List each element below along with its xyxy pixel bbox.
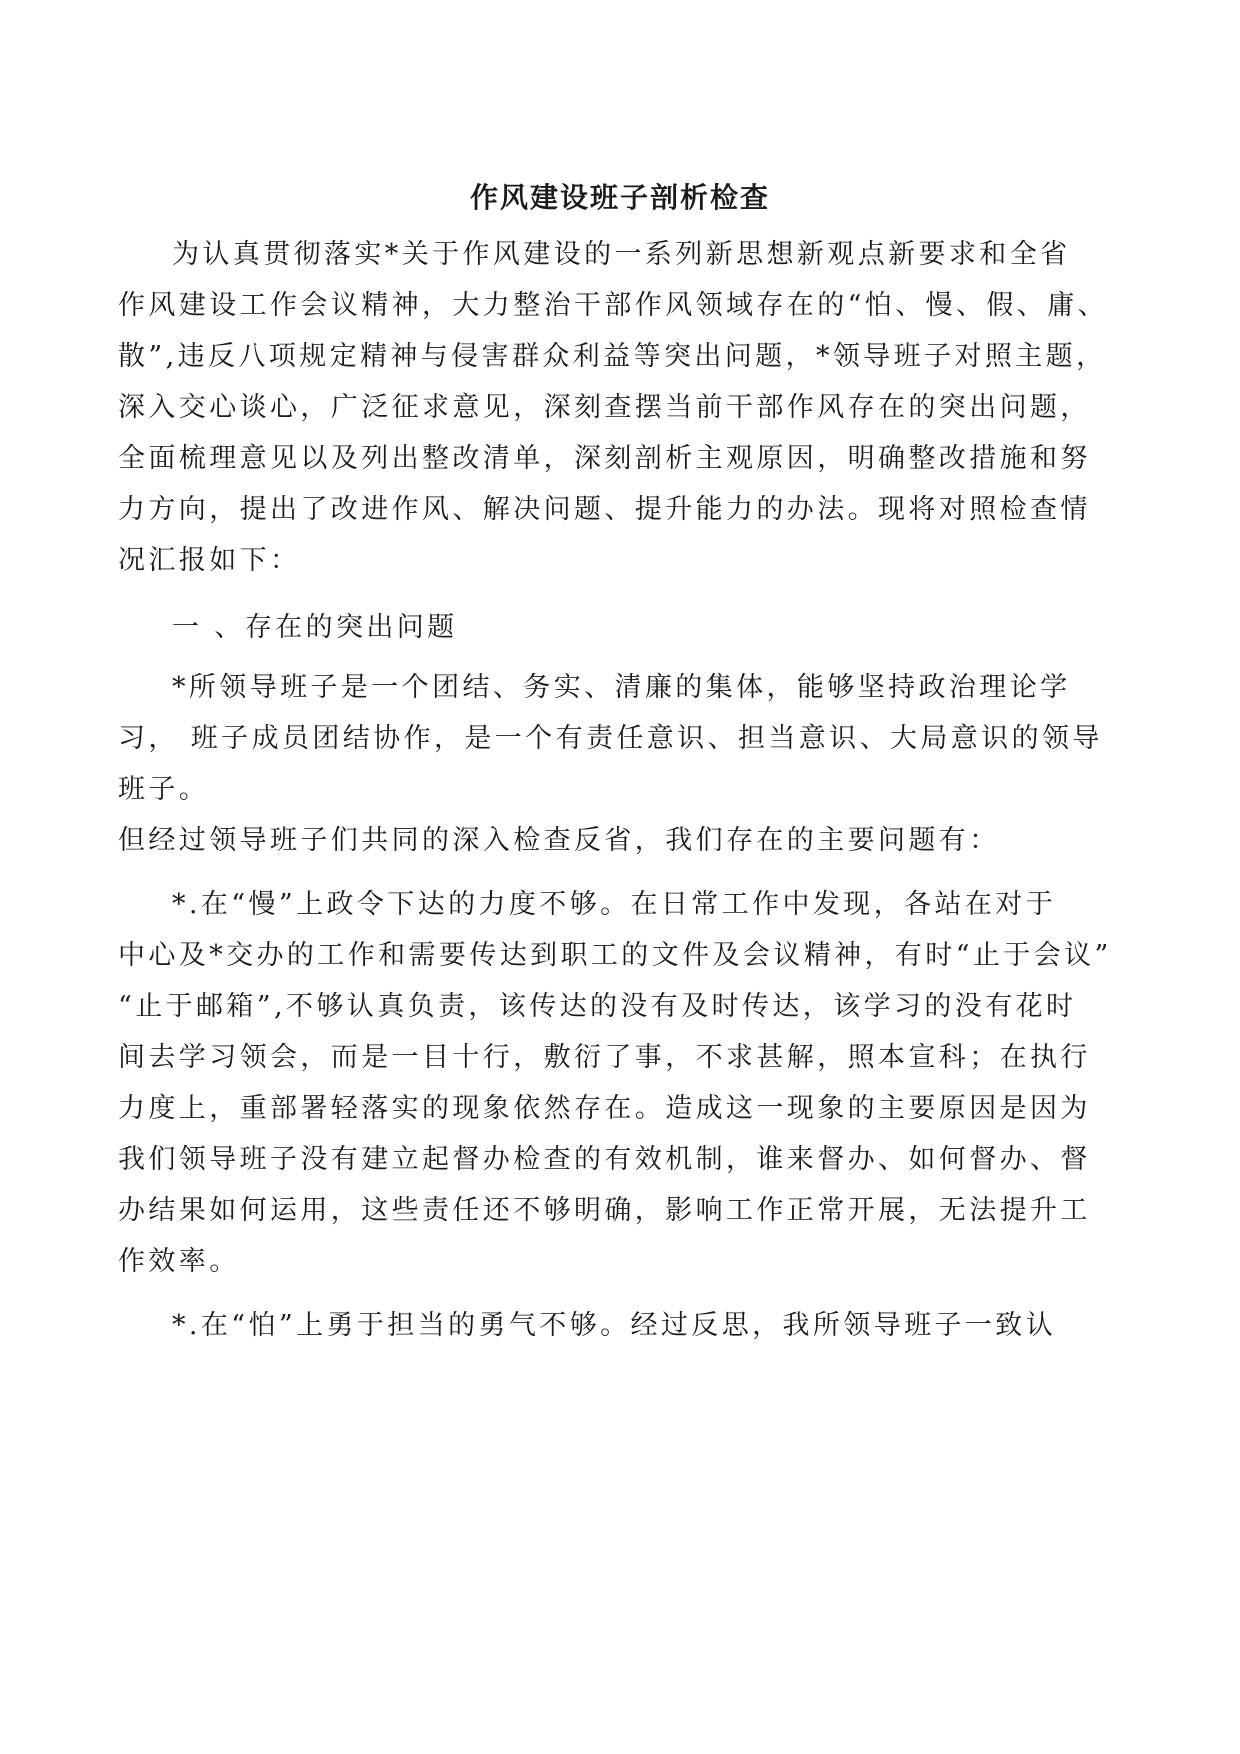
paragraph-line: 况汇报如下： [118,545,301,576]
paragraph-line: 间去学习领会，而是一目十行，敷衍了事，不求甚解，照本宣科；在执行 [118,1042,1091,1073]
paragraph-line: “止于邮箱”,不够认真负责，该传达的没有及时传达，该学习的没有花时 [118,991,1077,1022]
paragraph-line: 深入交心谈心，广泛征求意见，深刻查摆当前干部作风存在的突出问题， [118,392,1091,423]
paragraph-line: 我们领导班子没有建立起督办检查的有效机制，谁来督办、如何督办、督 [118,1144,1091,1175]
paragraph-line: 习， 班子成员团结协作，是一个有责任意识、担当意识、大局意识的领导 [118,723,1103,754]
paragraph-line: 全面梳理意见以及列出整改清单，深刻剖析主观原因，明确整改措施和努 [118,443,1091,474]
paragraph-line: *.在“慢”上政令下达的力度不够。在日常工作中发现，各站在对于 [172,889,1057,920]
paragraph-line: 办结果如何运用，这些责任还不够明确，影响工作正常开展，无法提升工 [118,1195,1091,1226]
paragraph-line: 散”,违反八项规定精神与侵害群众利益等突出问题，*领导班子对照主题， [118,341,1107,372]
paragraph-line: 力方向，提出了改进作风、解决问题、提升能力的办法。现将对照检查情 [118,494,1091,525]
paragraph-line: 但经过领导班子们共同的深入检查反省，我们存在的主要问题有： [118,825,1000,856]
document-title: 作风建设班子剖析检查 [469,181,770,214]
paragraph-line: 作效率。 [118,1246,240,1277]
paragraph-line: *所领导班子是一个团结、务实、清廉的集体，能够坚持政治理论学 [172,672,1071,703]
section-heading: 一 、存在的突出问题 [172,612,458,643]
paragraph-line: 班子。 [118,774,210,805]
paragraph-line: *.在“怕”上勇于担当的勇气不够。经过反思，我所领导班子一致认 [172,1310,1057,1341]
paragraph-line: 力度上，重部署轻落实的现象依然存在。造成这一现象的主要原因是因为 [118,1093,1091,1124]
paragraph-line: 作风建设工作会议精神，大力整治干部作风领域存在的“怕、慢、假、庸、 [118,290,1109,321]
paragraph-line: 中心及*交办的工作和需要传达到职工的文件及会议精神，有时“止于会议” [118,940,1112,971]
paragraph-line: 为认真贯彻落实*关于作风建设的一系列新思想新观点新要求和全省 [172,239,1071,270]
